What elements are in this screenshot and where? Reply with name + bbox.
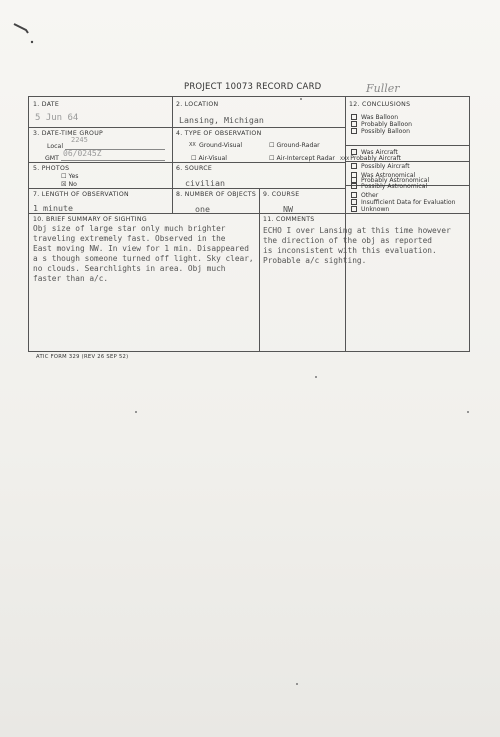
checkbox-icon bbox=[351, 114, 357, 120]
air-visual-option: ☐ Air-Visual bbox=[191, 155, 227, 162]
checkbox-icon: ☐ bbox=[61, 173, 69, 180]
gmt-value: 06/0245Z bbox=[63, 149, 102, 158]
checkbox-icon bbox=[351, 163, 357, 169]
length-of-observation-label: 7. LENGTH OF OBSERVATION bbox=[33, 191, 129, 198]
checkbox-icon bbox=[351, 192, 357, 198]
summary-line: a s though someone turned off light. Sky clear, bbox=[33, 254, 254, 263]
checkbox-icon bbox=[351, 199, 357, 205]
paper-speck bbox=[135, 411, 137, 413]
comments-line: is inconsistent with this evaluation. bbox=[263, 246, 437, 255]
conclusion-possibly-balloon: Possibly Balloon bbox=[351, 128, 410, 136]
summary-label: 10. BRIEF SUMMARY OF SIGHTING bbox=[33, 216, 147, 223]
summary-text bbox=[33, 224, 254, 284]
conclusion-other: Other bbox=[351, 192, 378, 200]
comments-text bbox=[263, 226, 451, 266]
staple-mark bbox=[12, 20, 38, 50]
card-title: PROJECT 10073 RECORD CARD bbox=[184, 82, 322, 92]
checkbox-icon bbox=[351, 121, 357, 127]
local-label: Local bbox=[47, 143, 64, 150]
location-label: 2. LOCATION bbox=[176, 101, 219, 108]
conclusion-probably-aircraft: XXXProbably Aircraft bbox=[340, 155, 401, 162]
handwritten-note: Fuller bbox=[366, 82, 400, 95]
form-number: ATIC FORM 329 (REV 26 SEP 52) bbox=[36, 354, 129, 360]
summary-line: Obj size of large star only much brighter bbox=[33, 224, 226, 233]
photos-label: 5. PHOTOS bbox=[33, 165, 70, 172]
checkbox-icon bbox=[351, 206, 357, 212]
summary-line: faster than a/c. bbox=[33, 274, 109, 283]
conclusion-possibly-aircraft: Possibly Aircraft bbox=[351, 163, 410, 171]
conclusion-probably-balloon: Probably Balloon bbox=[351, 121, 412, 129]
checkbox-icon: ☐ bbox=[269, 155, 277, 162]
date-label: 1. DATE bbox=[33, 101, 60, 108]
comments-line: Probable a/c sighting. bbox=[263, 256, 367, 265]
conclusion-insufficient-data: Insufficient Data for Evaluation bbox=[351, 199, 456, 207]
summary-line: no clouds. Searchlights in area. Obj much bbox=[33, 264, 226, 273]
conclusion-was-balloon: Was Balloon bbox=[351, 114, 398, 122]
number-of-objects-value: one bbox=[195, 204, 210, 214]
local-value: 2245 bbox=[71, 136, 88, 144]
date-time-group-label: 3. DATE-TIME GROUP bbox=[33, 130, 104, 137]
course-label: 9. COURSE bbox=[263, 191, 300, 198]
comments-line: the direction of the obj as reported bbox=[263, 236, 432, 245]
checkbox-icon: ☐ bbox=[191, 155, 199, 162]
date-value: 5 Jun 64 bbox=[35, 113, 79, 123]
paper-speck bbox=[300, 98, 302, 100]
conclusion-probably-astronomical: Probably Astronomical bbox=[351, 177, 429, 185]
checkbox-icon bbox=[351, 128, 357, 134]
comments-line: ECHO I over Lansing at this time however bbox=[263, 226, 451, 235]
conclusions-label: 12. CONCLUSIONS bbox=[349, 101, 411, 108]
paper-speck bbox=[467, 411, 469, 413]
ground-visual-option: Ground-Visual bbox=[199, 142, 243, 149]
selected-mark: XXX bbox=[340, 157, 350, 162]
source-label: 6. SOURCE bbox=[176, 165, 213, 172]
checkbox-icon: ☐ bbox=[269, 142, 277, 149]
length-of-observation-value: 1 minute bbox=[33, 203, 73, 213]
summary-line: traveling extremely fast. Observed in the bbox=[33, 234, 226, 243]
type-of-observation-label: 4. TYPE OF OBSERVATION bbox=[176, 130, 262, 137]
conclusion-was-astronomical: Was Astronomical bbox=[351, 172, 415, 180]
number-of-objects-label: 8. NUMBER OF OBJECTS bbox=[176, 191, 257, 198]
checkbox-icon: ☒ bbox=[61, 181, 69, 188]
course-value: NW bbox=[283, 204, 293, 214]
paper-speck bbox=[315, 376, 317, 378]
paper-speck bbox=[296, 683, 298, 685]
conclusion-unknown: Unknown bbox=[351, 206, 389, 214]
ground-radar-option: ☐ Ground-Radar bbox=[269, 142, 320, 149]
conclusion-possibly-astronomical: Possibly Astronomical bbox=[351, 183, 427, 191]
comments-label: 11. COMMENTS bbox=[263, 216, 315, 223]
source-value: civilian bbox=[185, 178, 225, 188]
checkbox-icon bbox=[351, 183, 357, 189]
gmt-label: GMT bbox=[45, 155, 59, 162]
record-card bbox=[28, 96, 470, 352]
summary-line: East moving NW. In view for 1 min. Disappeared bbox=[33, 244, 249, 253]
photos-yes-option: ☐ Yes bbox=[61, 173, 79, 180]
location-value: Lansing, Michigan bbox=[179, 115, 264, 125]
air-intercept-radar-option: ☐ Air-Intercept Radar bbox=[269, 155, 335, 162]
ground-visual-mark: XX bbox=[189, 142, 196, 148]
photos-no-option: ☒ No bbox=[61, 181, 77, 188]
conclusion-was-aircraft: Was Aircraft bbox=[351, 149, 398, 157]
